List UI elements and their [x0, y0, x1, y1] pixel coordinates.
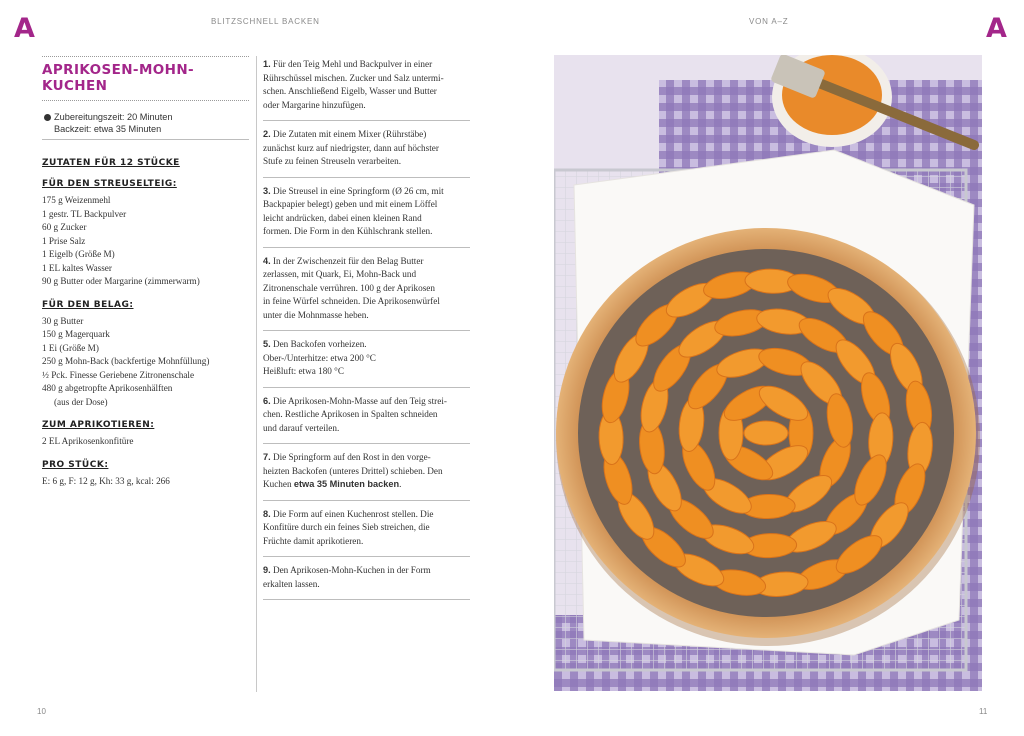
step-text: erkalten lassen. — [263, 578, 320, 589]
ingredient-item: 60 g Zucker — [42, 222, 87, 232]
step-text: heizten Backofen (unteres Drittel) schieben. Den — [263, 465, 443, 476]
step-text: Kuchen — [263, 479, 294, 489]
step-text: unter die Mohnmasse heben. — [263, 309, 369, 320]
running-title-left: BLITZSCHNELL BACKEN — [211, 17, 320, 26]
method-step-line — [263, 128, 470, 142]
clock-icon — [44, 114, 51, 121]
method-step — [263, 393, 470, 445]
method-step-line — [263, 142, 470, 156]
recipe-title-line-2: KUCHEN — [42, 78, 108, 94]
step-bold-text: etwa 35 Minuten backen — [293, 479, 400, 489]
method-step-line — [263, 185, 470, 199]
ingredient-item: E: 6 g, F: 12 g, Kh: 33 g, kcal: 266 — [42, 475, 170, 486]
method-step — [263, 253, 470, 332]
step-number: 8. — [263, 508, 271, 519]
cake-photo — [554, 55, 982, 691]
method-step-line — [263, 451, 470, 465]
apricot-slice — [744, 421, 788, 445]
step-text: chen. Restliche Aprikosen in Spalten schneiden — [263, 409, 438, 419]
ingredient-item: 1 Ei (Größe M) — [42, 342, 99, 353]
method-step-line — [263, 309, 470, 323]
recipe-title — [42, 57, 249, 100]
step-text: zerlassen, mit Quark, Ei, Mohn-Back und — [263, 269, 417, 279]
method-step-line — [263, 282, 470, 296]
step-text: schen. Anschließend Eigelb, Wasser und Butter — [263, 86, 437, 96]
ingredient-item: 1 gestr. TL Backpulver — [42, 208, 127, 219]
method-step-line — [263, 99, 470, 113]
step-number: 9. — [263, 565, 271, 575]
method-step-line — [263, 198, 470, 212]
method-step — [263, 506, 470, 558]
ingredient-item: 2 EL Aprikosenkonfitüre — [42, 436, 134, 446]
method-step — [263, 336, 470, 388]
method-step — [263, 449, 470, 501]
method-step-line — [263, 155, 470, 169]
ingredient-item: 30 g Butter — [42, 315, 84, 326]
section-letter-right: A — [986, 13, 1007, 44]
method-step — [263, 126, 470, 178]
ingredient-item: 150 g Magerquark — [42, 329, 110, 339]
ingredient-section-heading: ZUM APRIKOTIEREN: — [42, 420, 155, 430]
method-step-line — [263, 352, 470, 366]
step-number: 5. — [263, 339, 271, 349]
ingredient-item: (aus der Dose) — [54, 396, 108, 407]
ingredient-item: 1 Prise Salz — [42, 235, 86, 246]
ingredient-list — [42, 435, 249, 449]
method-step-line — [263, 465, 470, 479]
ingredient-item: 250 g Mohn-Back (backfertige Mohnfüllung) — [42, 356, 210, 366]
method-step — [263, 56, 470, 121]
step-text: Früchte damit aprikotieren. — [263, 535, 364, 546]
step-text: Die Streusel in eine Springform (Ø 26 cm, mit — [272, 185, 444, 196]
step-text: In der Zwischenzeit für den Belag Butter — [272, 255, 424, 266]
ingredient-item: 175 g Weizenmehl — [42, 195, 111, 205]
method-step — [263, 562, 470, 600]
recipe-info-column — [42, 56, 249, 488]
step-number: 7. — [263, 452, 271, 462]
step-text: Rührschüssel mischen. Zucker und Salz untermi- — [263, 72, 444, 83]
apricot-cake-photo — [554, 55, 982, 691]
servings-heading: ZUTATEN FÜR 12 STÜCKE — [42, 158, 180, 168]
method-step-line — [263, 521, 470, 535]
ingredient-list — [42, 194, 249, 289]
method-step-line — [263, 338, 470, 352]
ingredient-item: 90 g Butter oder Margarine (zimmerwarm) — [42, 276, 200, 286]
column-divider — [256, 56, 257, 692]
method-step-line — [263, 408, 470, 422]
step-number: 1. — [263, 59, 271, 69]
method-step-line — [263, 225, 470, 239]
bake-time: Backzeit: etwa 35 Minuten — [54, 124, 162, 134]
step-text: leicht andrücken, dabei einen kleinen Rand — [263, 212, 422, 223]
step-number: 6. — [263, 395, 271, 406]
step-text: oder Margarine hinzufügen. — [263, 99, 366, 110]
ingredient-section-heading: PRO STÜCK: — [42, 459, 109, 470]
method-step-line — [263, 578, 470, 592]
step-text: Backpapier belegt) geben und mit einem Löffel — [263, 199, 438, 209]
method-step-line — [263, 564, 470, 578]
method-step-line — [263, 268, 470, 282]
step-text: Den Backofen vorheizen. — [272, 339, 367, 349]
page-number-left: 10 — [37, 707, 46, 716]
step-text: in feine Würfel schneiden. Die Aprikosenwürfel — [263, 296, 440, 306]
ingredient-list — [42, 475, 249, 489]
step-text: Heißluft: etwa 180 °C — [263, 366, 344, 376]
step-text: formen. Die Form in den Kühlschrank stellen. — [263, 226, 433, 236]
ingredient-item: ½ Pck. Finesse Geriebene Zitronenschale — [42, 369, 195, 380]
method-step-line — [263, 422, 470, 436]
method-step — [263, 183, 470, 248]
method-step-line — [263, 58, 470, 72]
method-step-line — [263, 508, 470, 522]
method-step-line — [263, 295, 470, 309]
step-text: Die Springform auf den Rost in den vorge- — [272, 452, 431, 462]
step-text: Die Aprikosen-Mohn-Masse auf den Teig strei- — [272, 395, 447, 406]
ingredient-item: 1 EL kaltes Wasser — [42, 262, 112, 273]
step-number: 4. — [263, 255, 271, 266]
method-step-line — [263, 72, 470, 86]
ingredient-item: 1 Eigelb (Größe M) — [42, 249, 115, 259]
step-text: . — [399, 479, 402, 489]
method-step-line — [263, 395, 470, 409]
section-letter-left: A — [14, 13, 35, 44]
method-step-line — [263, 365, 470, 379]
step-text: Stufe zu feinen Streuseln verarbeiten. — [263, 156, 402, 166]
ingredients-list — [42, 179, 249, 488]
step-text: Die Zutaten mit einem Mixer (Rührstäbe) — [272, 129, 427, 139]
step-text: Die Form auf einen Kuchenrost stellen. Die — [272, 508, 434, 519]
step-text: Für den Teig Mehl und Backpulver in einer — [272, 59, 433, 69]
ingredient-section-heading: FÜR DEN BELAG: — [42, 299, 134, 310]
method-steps — [263, 56, 470, 605]
step-text: zunächst kurz auf niedrigster, dann auf höchster — [263, 142, 439, 153]
step-number: 2. — [263, 129, 271, 139]
prep-time: Zubereitungszeit: 20 Minuten — [54, 112, 173, 122]
step-text: Konfitüre durch ein feines Sieb streichen, die — [263, 522, 430, 532]
step-number: 3. — [263, 185, 271, 196]
step-text: Zitronenschale verrühren. 100 g der Aprikosen — [263, 282, 435, 293]
ingredient-section-heading: FÜR DEN STREUSELTEIG: — [42, 179, 177, 189]
method-step-line — [263, 85, 470, 99]
recipe-title-line-1: APRIKOSEN-MOHN- — [42, 62, 195, 78]
page-number-right: 11 — [979, 707, 988, 716]
method-step-line — [263, 535, 470, 549]
ingredient-item: 480 g abgetropfte Aprikosenhälften — [42, 383, 173, 393]
running-title-right: VON A–Z — [749, 17, 789, 26]
step-text: und darauf verteilen. — [263, 422, 340, 433]
method-step-line — [263, 212, 470, 226]
step-text: Ober-/Unterhitze: etwa 200 °C — [263, 352, 376, 363]
ingredient-list — [42, 315, 249, 410]
method-step-line — [263, 255, 470, 269]
step-text: Den Aprikosen-Mohn-Kuchen in der Form — [272, 565, 431, 575]
time-info — [42, 101, 249, 140]
method-step-line — [263, 478, 470, 492]
